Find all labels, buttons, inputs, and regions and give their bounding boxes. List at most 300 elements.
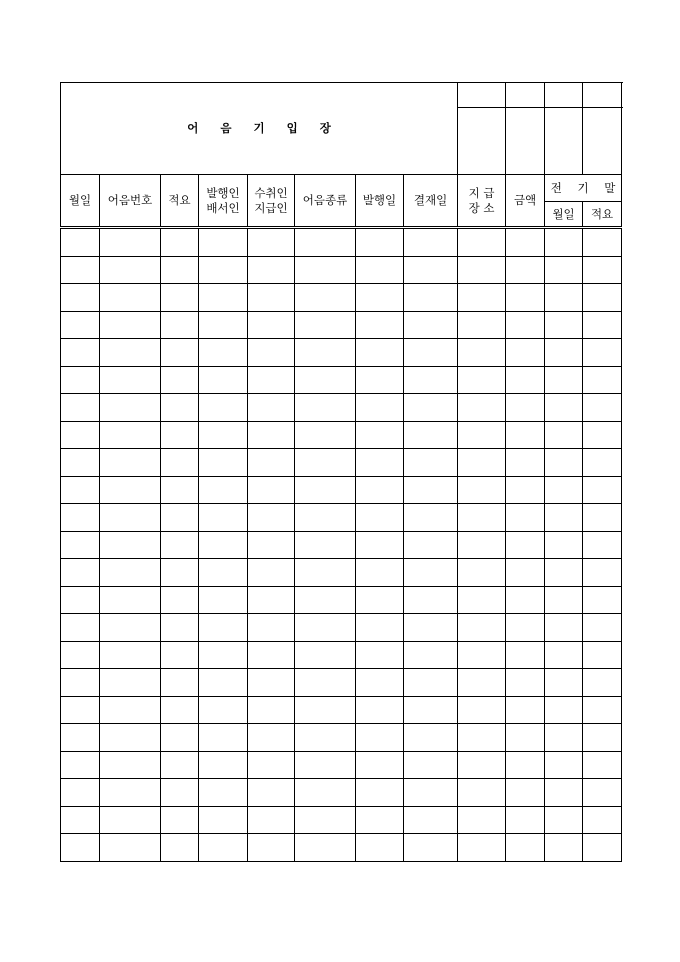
ledger-cell bbox=[61, 614, 100, 642]
ledger-cell bbox=[545, 531, 583, 559]
header-amount: 금액 bbox=[506, 175, 545, 228]
ledger-cell bbox=[356, 806, 404, 834]
approval-box bbox=[545, 83, 583, 108]
ledger-cell bbox=[545, 641, 583, 669]
ledger-cell bbox=[295, 806, 356, 834]
ledger-cell bbox=[506, 421, 545, 449]
ledger-cell bbox=[545, 449, 583, 477]
ledger-cell bbox=[248, 284, 295, 312]
ledger-cell bbox=[506, 669, 545, 697]
ledger-cell bbox=[199, 834, 248, 862]
ledger-cell bbox=[545, 504, 583, 532]
ledger-cell bbox=[295, 669, 356, 697]
ledger-row bbox=[61, 779, 622, 807]
ledger-cell bbox=[161, 751, 199, 779]
ledger-cell bbox=[295, 256, 356, 284]
header-recipient-line2: 지급인 bbox=[254, 200, 288, 215]
ledger-cell bbox=[100, 724, 161, 752]
ledger-cell bbox=[100, 531, 161, 559]
ledger-cell bbox=[583, 311, 622, 339]
ledger-cell bbox=[100, 256, 161, 284]
ledger-cell bbox=[248, 779, 295, 807]
ledger-cell bbox=[458, 311, 506, 339]
ledger-cell bbox=[199, 449, 248, 477]
ledger-cell bbox=[404, 751, 458, 779]
ledger-cell bbox=[61, 724, 100, 752]
ledger-cell bbox=[545, 339, 583, 367]
ledger-cell bbox=[100, 421, 161, 449]
approval-box bbox=[506, 83, 545, 108]
header-issue-date: 발행일 bbox=[356, 175, 404, 228]
ledger-cell bbox=[100, 476, 161, 504]
ledger-cell bbox=[356, 531, 404, 559]
ledger-cell bbox=[458, 751, 506, 779]
ledger-cell bbox=[583, 559, 622, 587]
ledger-cell bbox=[506, 641, 545, 669]
ledger-cell bbox=[161, 696, 199, 724]
ledger-cell bbox=[506, 284, 545, 312]
ledger-cell bbox=[295, 476, 356, 504]
ledger-row bbox=[61, 421, 622, 449]
ledger-cell bbox=[161, 834, 199, 862]
ledger-cell bbox=[545, 806, 583, 834]
ledger-cell bbox=[199, 531, 248, 559]
ledger-cell bbox=[248, 449, 295, 477]
header-settlement-date: 결재일 bbox=[404, 175, 458, 228]
ledger-cell bbox=[100, 806, 161, 834]
ledger-cell bbox=[61, 476, 100, 504]
ledger-cell bbox=[295, 724, 356, 752]
ledger-cell bbox=[506, 256, 545, 284]
ledger-cell bbox=[545, 228, 583, 257]
ledger-cell bbox=[583, 476, 622, 504]
ledger-cell bbox=[458, 614, 506, 642]
ledger-cell bbox=[61, 834, 100, 862]
ledger-cell bbox=[506, 559, 545, 587]
ledger-cell bbox=[248, 614, 295, 642]
ledger-cell bbox=[404, 311, 458, 339]
ledger-cell bbox=[404, 696, 458, 724]
approval-box bbox=[458, 108, 506, 175]
ledger-cell bbox=[545, 724, 583, 752]
ledger-cell bbox=[100, 228, 161, 257]
ledger-cell bbox=[161, 449, 199, 477]
ledger-row bbox=[61, 559, 622, 587]
ledger-cell bbox=[583, 504, 622, 532]
ledger-cell bbox=[61, 284, 100, 312]
ledger-cell bbox=[458, 228, 506, 257]
ledger-cell bbox=[506, 476, 545, 504]
ledger-cell bbox=[404, 449, 458, 477]
ledger-cell bbox=[161, 724, 199, 752]
ledger-cell bbox=[295, 394, 356, 422]
ledger-cell bbox=[506, 724, 545, 752]
ledger-cell bbox=[295, 449, 356, 477]
ledger-cell bbox=[583, 751, 622, 779]
ledger-cell bbox=[545, 256, 583, 284]
ledger-cell bbox=[199, 394, 248, 422]
ledger-cell bbox=[458, 586, 506, 614]
ledger-cell bbox=[199, 779, 248, 807]
header-transfer-date: 월일 bbox=[545, 202, 583, 228]
ledger-cell bbox=[295, 421, 356, 449]
ledger-cell bbox=[458, 339, 506, 367]
ledger-cell bbox=[100, 339, 161, 367]
ledger-cell bbox=[199, 724, 248, 752]
ledger-cell bbox=[161, 586, 199, 614]
header-recipient bbox=[248, 175, 295, 228]
ledger-cell bbox=[404, 394, 458, 422]
ledger-cell bbox=[295, 779, 356, 807]
ledger-cell bbox=[545, 476, 583, 504]
ledger-cell bbox=[583, 394, 622, 422]
ledger-cell bbox=[458, 256, 506, 284]
ledger-cell bbox=[583, 779, 622, 807]
ledger-cell bbox=[61, 806, 100, 834]
ledger-cell bbox=[199, 339, 248, 367]
ledger-cell bbox=[100, 366, 161, 394]
ledger-cell bbox=[583, 586, 622, 614]
ledger-cell bbox=[199, 751, 248, 779]
ledger-cell bbox=[61, 531, 100, 559]
ledger-cell bbox=[61, 394, 100, 422]
approval-box bbox=[506, 108, 545, 175]
ledger-cell bbox=[248, 751, 295, 779]
ledger-cell bbox=[248, 586, 295, 614]
ledger-cell bbox=[506, 586, 545, 614]
ledger-cell bbox=[404, 614, 458, 642]
ledger-cell bbox=[506, 228, 545, 257]
ledger-cell bbox=[100, 586, 161, 614]
ledger-cell bbox=[583, 724, 622, 752]
ledger-cell bbox=[161, 339, 199, 367]
ledger-row bbox=[61, 256, 622, 284]
ledger-cell bbox=[100, 394, 161, 422]
ledger-cell bbox=[248, 366, 295, 394]
ledger-cell bbox=[161, 614, 199, 642]
ledger-cell bbox=[506, 779, 545, 807]
ledger-cell bbox=[161, 284, 199, 312]
ledger-cell bbox=[61, 559, 100, 587]
ledger-row bbox=[61, 724, 622, 752]
ledger-cell bbox=[545, 669, 583, 697]
ledger-cell bbox=[61, 421, 100, 449]
header-description: 적요 bbox=[161, 175, 199, 228]
ledger-cell bbox=[458, 641, 506, 669]
ledger-cell bbox=[356, 339, 404, 367]
ledger-cell bbox=[356, 256, 404, 284]
ledger-cell bbox=[458, 779, 506, 807]
ledger-cell bbox=[100, 504, 161, 532]
ledger-cell bbox=[356, 449, 404, 477]
ledger-cell bbox=[161, 531, 199, 559]
ledger-cell bbox=[248, 394, 295, 422]
ledger-row bbox=[61, 669, 622, 697]
ledger-cell bbox=[583, 256, 622, 284]
ledger-cell bbox=[404, 779, 458, 807]
ledger-cell bbox=[295, 366, 356, 394]
ledger-cell bbox=[458, 724, 506, 752]
ledger-cell bbox=[356, 751, 404, 779]
ledger-cell bbox=[506, 696, 545, 724]
ledger-cell bbox=[161, 394, 199, 422]
ledger-row bbox=[61, 449, 622, 477]
ledger-cell bbox=[404, 339, 458, 367]
ledger-row bbox=[61, 806, 622, 834]
header-payment-place-line1: 지 급 bbox=[468, 186, 495, 201]
ledger-cell bbox=[161, 559, 199, 587]
ledger-cell bbox=[583, 614, 622, 642]
ledger-cell bbox=[100, 696, 161, 724]
ledger-cell bbox=[61, 449, 100, 477]
ledger-cell bbox=[545, 696, 583, 724]
ledger-cell bbox=[161, 779, 199, 807]
header-bill-number: 어음번호 bbox=[100, 175, 161, 228]
ledger-cell bbox=[404, 504, 458, 532]
ledger-cell bbox=[199, 669, 248, 697]
ledger-cell bbox=[248, 339, 295, 367]
ledger-cell bbox=[404, 421, 458, 449]
ledger-cell bbox=[161, 228, 199, 257]
ledger-cell bbox=[61, 339, 100, 367]
ledger-cell bbox=[404, 256, 458, 284]
ledger-cell bbox=[295, 614, 356, 642]
ledger-cell bbox=[295, 531, 356, 559]
ledger-cell bbox=[295, 834, 356, 862]
ledger-cell bbox=[404, 641, 458, 669]
ledger-row bbox=[61, 284, 622, 312]
ledger-cell bbox=[248, 476, 295, 504]
ledger-cell bbox=[583, 228, 622, 257]
approval-box bbox=[458, 83, 506, 108]
ledger-cell bbox=[248, 421, 295, 449]
ledger-cell bbox=[161, 366, 199, 394]
ledger-cell bbox=[356, 641, 404, 669]
ledger-cell bbox=[506, 834, 545, 862]
ledger-cell bbox=[404, 724, 458, 752]
ledger-cell bbox=[61, 779, 100, 807]
ledger-cell bbox=[248, 724, 295, 752]
ledger-cell bbox=[404, 834, 458, 862]
ledger-cell bbox=[248, 228, 295, 257]
ledger-cell bbox=[161, 421, 199, 449]
bill-ledger-page bbox=[60, 82, 621, 862]
ledger-cell bbox=[61, 366, 100, 394]
ledger-row bbox=[61, 228, 622, 257]
ledger-cell bbox=[356, 284, 404, 312]
ledger-cell bbox=[356, 228, 404, 257]
ledger-cell bbox=[295, 504, 356, 532]
ledger-cell bbox=[356, 586, 404, 614]
ledger-cell bbox=[356, 614, 404, 642]
header-issuer-line1: 발행인 bbox=[206, 186, 240, 201]
ledger-cell bbox=[199, 504, 248, 532]
ledger-cell bbox=[404, 284, 458, 312]
ledger-cell bbox=[545, 614, 583, 642]
ledger-cell bbox=[545, 421, 583, 449]
ledger-cell bbox=[506, 366, 545, 394]
ledger-cell bbox=[100, 284, 161, 312]
header-transfer: 전 기 말 bbox=[545, 175, 622, 202]
ledger-row bbox=[61, 834, 622, 862]
ledger-cell bbox=[545, 586, 583, 614]
ledger-cell bbox=[100, 751, 161, 779]
ledger-cell bbox=[161, 806, 199, 834]
ledger-cell bbox=[583, 641, 622, 669]
ledger-cell bbox=[295, 641, 356, 669]
ledger-cell bbox=[506, 751, 545, 779]
ledger-cell bbox=[583, 339, 622, 367]
header-bill-type: 어음종류 bbox=[295, 175, 356, 228]
ledger-cell bbox=[161, 669, 199, 697]
ledger-row bbox=[61, 586, 622, 614]
ledger-cell bbox=[61, 228, 100, 257]
ledger-row bbox=[61, 311, 622, 339]
ledger-cell bbox=[458, 449, 506, 477]
ledger-cell bbox=[545, 311, 583, 339]
ledger-cell bbox=[61, 751, 100, 779]
ledger-cell bbox=[506, 614, 545, 642]
ledger-cell bbox=[199, 366, 248, 394]
approval-box bbox=[583, 108, 622, 175]
ledger-cell bbox=[356, 476, 404, 504]
ledger-cell bbox=[61, 641, 100, 669]
ledger-body bbox=[61, 228, 622, 862]
approval-box bbox=[545, 108, 583, 175]
ledger-cell bbox=[199, 806, 248, 834]
ledger-cell bbox=[61, 256, 100, 284]
ledger-row bbox=[61, 476, 622, 504]
ledger-cell bbox=[61, 586, 100, 614]
ledger-cell bbox=[583, 421, 622, 449]
ledger-row bbox=[61, 614, 622, 642]
ledger-cell bbox=[199, 284, 248, 312]
ledger-cell bbox=[161, 641, 199, 669]
ledger-cell bbox=[199, 421, 248, 449]
ledger-cell bbox=[583, 449, 622, 477]
ledger-cell bbox=[248, 669, 295, 697]
ledger-cell bbox=[199, 614, 248, 642]
ledger-cell bbox=[356, 394, 404, 422]
ledger-cell bbox=[458, 559, 506, 587]
ledger-cell bbox=[506, 504, 545, 532]
ledger-cell bbox=[404, 559, 458, 587]
ledger-cell bbox=[248, 311, 295, 339]
ledger-cell bbox=[458, 394, 506, 422]
header-issuer-line2: 배서인 bbox=[206, 200, 240, 215]
ledger-row bbox=[61, 696, 622, 724]
ledger-cell bbox=[583, 696, 622, 724]
ledger-cell bbox=[161, 311, 199, 339]
ledger-cell bbox=[404, 228, 458, 257]
ledger-cell bbox=[61, 669, 100, 697]
ledger-cell bbox=[458, 504, 506, 532]
header-issuer bbox=[199, 175, 248, 228]
approval-box bbox=[583, 83, 622, 108]
ledger-cell bbox=[506, 531, 545, 559]
ledger-cell bbox=[199, 256, 248, 284]
ledger-cell bbox=[506, 339, 545, 367]
ledger-cell bbox=[248, 504, 295, 532]
ledger-cell bbox=[100, 559, 161, 587]
ledger-row bbox=[61, 641, 622, 669]
ledger-cell bbox=[583, 284, 622, 312]
ledger-cell bbox=[583, 366, 622, 394]
ledger-cell bbox=[248, 696, 295, 724]
ledger-cell bbox=[61, 311, 100, 339]
ledger-cell bbox=[100, 614, 161, 642]
header-transfer-description: 적요 bbox=[583, 202, 622, 228]
ledger-cell bbox=[458, 421, 506, 449]
ledger-cell bbox=[545, 284, 583, 312]
ledger-cell bbox=[295, 339, 356, 367]
ledger-cell bbox=[248, 641, 295, 669]
ledger-cell bbox=[199, 696, 248, 724]
document-title: 어 음 기 입 장 bbox=[61, 83, 458, 175]
ledger-row bbox=[61, 394, 622, 422]
ledger-cell bbox=[458, 531, 506, 559]
ledger-cell bbox=[356, 504, 404, 532]
ledger-cell bbox=[100, 669, 161, 697]
ledger-cell bbox=[100, 311, 161, 339]
ledger-cell bbox=[199, 559, 248, 587]
ledger-row bbox=[61, 366, 622, 394]
ledger-cell bbox=[61, 504, 100, 532]
ledger-cell bbox=[458, 806, 506, 834]
ledger-cell bbox=[295, 284, 356, 312]
ledger-cell bbox=[161, 476, 199, 504]
header-recipient-line1: 수취인 bbox=[254, 186, 288, 201]
ledger-row bbox=[61, 504, 622, 532]
header-date: 월일 bbox=[61, 175, 100, 228]
ledger-cell bbox=[295, 559, 356, 587]
header-payment-place bbox=[458, 175, 506, 228]
ledger-cell bbox=[199, 228, 248, 257]
ledger-cell bbox=[295, 751, 356, 779]
ledger-row bbox=[61, 751, 622, 779]
ledger-cell bbox=[404, 806, 458, 834]
ledger-cell bbox=[100, 641, 161, 669]
bill-ledger-table bbox=[60, 82, 622, 862]
ledger-cell bbox=[545, 751, 583, 779]
ledger-cell bbox=[356, 311, 404, 339]
header-payment-place-line2: 장 소 bbox=[468, 200, 495, 215]
ledger-cell bbox=[356, 421, 404, 449]
ledger-cell bbox=[545, 394, 583, 422]
ledger-cell bbox=[356, 669, 404, 697]
ledger-cell bbox=[248, 256, 295, 284]
ledger-cell bbox=[506, 449, 545, 477]
ledger-cell bbox=[199, 641, 248, 669]
ledger-cell bbox=[458, 669, 506, 697]
ledger-cell bbox=[100, 779, 161, 807]
ledger-cell bbox=[506, 806, 545, 834]
ledger-cell bbox=[199, 311, 248, 339]
ledger-cell bbox=[199, 476, 248, 504]
ledger-cell bbox=[458, 696, 506, 724]
ledger-cell bbox=[295, 311, 356, 339]
ledger-cell bbox=[100, 834, 161, 862]
ledger-cell bbox=[248, 531, 295, 559]
ledger-cell bbox=[295, 586, 356, 614]
ledger-cell bbox=[100, 449, 161, 477]
ledger-cell bbox=[583, 669, 622, 697]
ledger-cell bbox=[506, 394, 545, 422]
ledger-cell bbox=[404, 476, 458, 504]
ledger-cell bbox=[583, 834, 622, 862]
ledger-cell bbox=[248, 559, 295, 587]
ledger-cell bbox=[356, 779, 404, 807]
